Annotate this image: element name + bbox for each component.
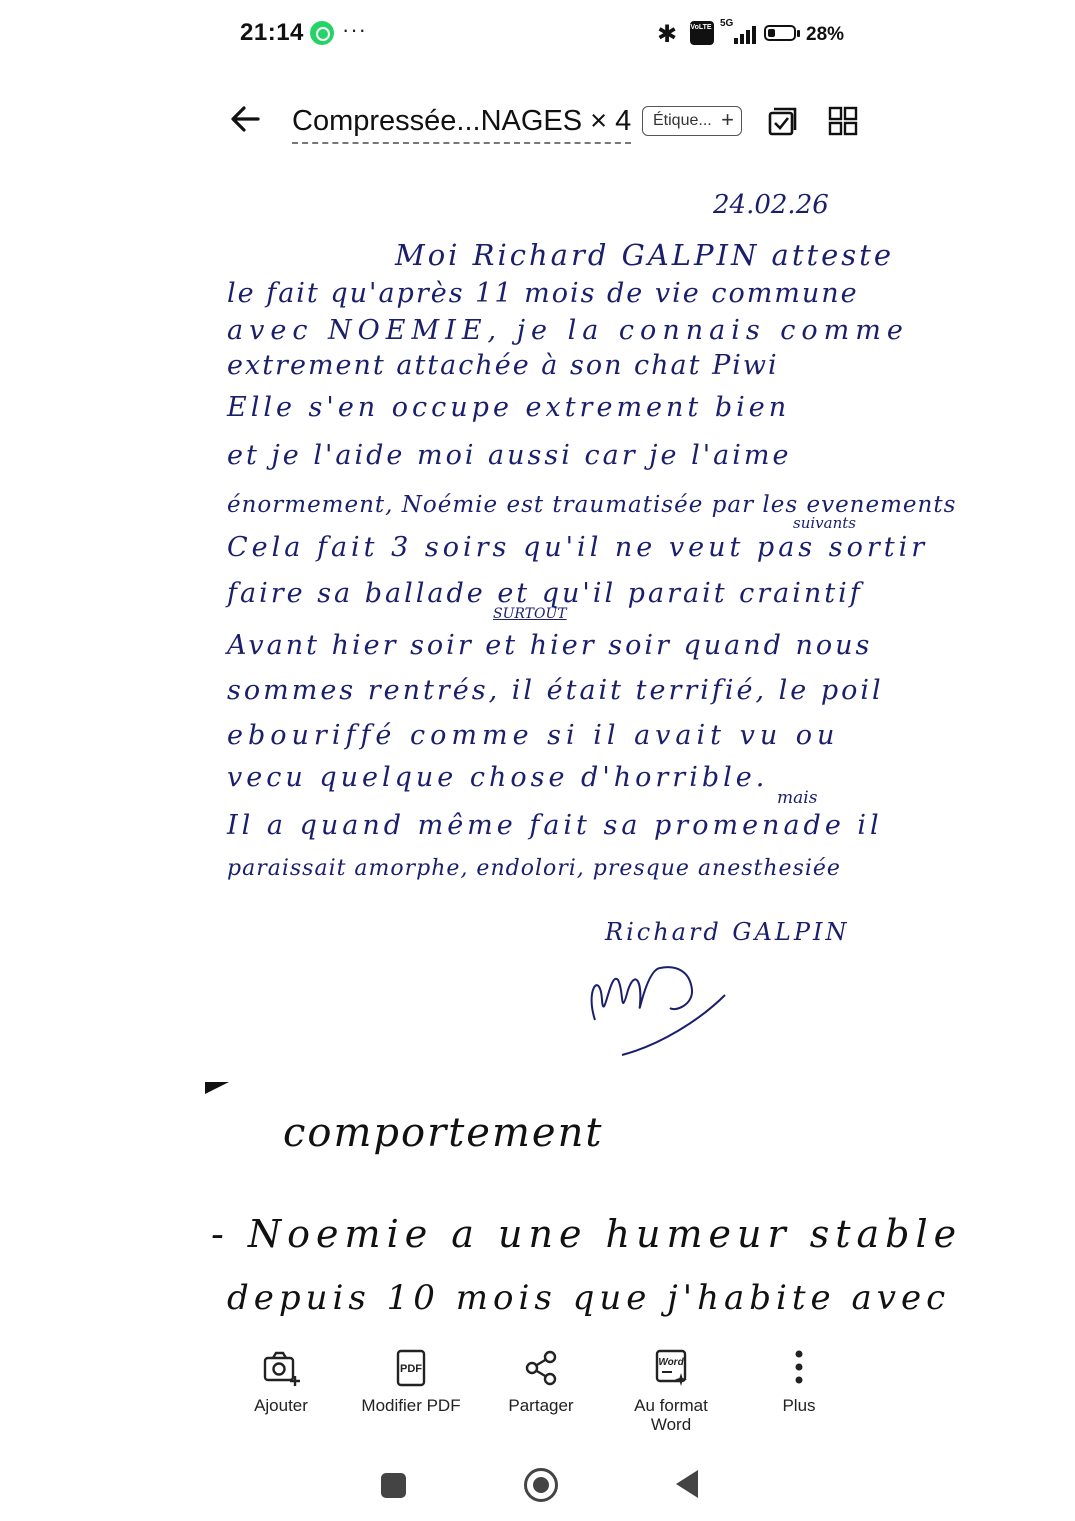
edit-pdf-label: Modifier PDF — [361, 1396, 461, 1415]
recent-apps-icon[interactable] — [381, 1473, 406, 1498]
whatsapp-icon — [310, 21, 334, 45]
bluetooth-icon: ✱ — [657, 21, 678, 48]
share-icon — [521, 1348, 561, 1388]
share-button[interactable] — [476, 1348, 606, 1415]
word-format-label — [606, 1396, 736, 1434]
word-format-button[interactable] — [606, 1348, 736, 1434]
volte-icon — [690, 21, 714, 45]
app-header — [0, 90, 1075, 160]
select-checkbox-icon[interactable] — [766, 106, 798, 138]
handwritten-line: depuis 10 mois que j'habite avec — [227, 1278, 951, 1318]
handwritten-line: - Noemie a une humeur stable — [211, 1212, 963, 1256]
battery-icon — [764, 25, 796, 41]
handwritten-line: Il a quand même fait sa promenade il — [227, 810, 883, 841]
battery-percent: 28% — [806, 24, 845, 45]
handwritten-line: le fait qu'après 11 mois de vie commune — [227, 278, 859, 309]
handwritten-line: Cela fait 3 soirs qu'il ne veut pas sortir — [227, 532, 929, 563]
bottom-toolbar — [0, 1340, 1075, 1440]
handwritten-line: ebouriffé comme si il avait vu ou — [227, 720, 840, 751]
nav-back-icon[interactable] — [676, 1470, 698, 1498]
add-photo-icon — [261, 1348, 301, 1388]
home-icon[interactable] — [524, 1468, 558, 1502]
volte-label: VoLTE — [690, 24, 712, 31]
handwritten-line: extrement attachée à son chat Piwi — [227, 350, 779, 381]
add-label: Ajouter — [254, 1396, 308, 1415]
pdf-icon — [391, 1348, 431, 1388]
page-divider — [205, 1082, 229, 1094]
document-title[interactable]: Compressée...NAGES × 4 — [292, 105, 631, 144]
grid-view-icon[interactable] — [828, 106, 858, 136]
handwritten-signature — [580, 950, 740, 1060]
more-vertical-icon — [779, 1348, 819, 1388]
document-date: 24.02.26 — [713, 190, 829, 220]
more-button[interactable] — [734, 1348, 864, 1415]
system-nav-bar — [0, 1450, 1075, 1521]
word-icon-text: Word — [658, 1357, 684, 1368]
handwritten-line: faire sa ballade et qu'il parait craintif — [227, 578, 863, 609]
handwritten-line: sommes rentrés, il était terrifié, le poil — [227, 675, 884, 706]
word-format-label-line1: Au format — [634, 1396, 708, 1415]
share-label: Partager — [508, 1396, 574, 1415]
handwritten-line: énormement, Noémie est traumatisée par les evenements — [227, 492, 957, 518]
handwritten-line: paraissait amorphe, endolori, presque anesthesiée — [227, 856, 841, 881]
status-bar — [0, 0, 1075, 70]
handwritten-line: Elle s'en occupe extrement bien — [227, 392, 791, 423]
edit-pdf-button[interactable] — [346, 1348, 476, 1415]
signature-name: Richard GALPIN — [605, 918, 850, 946]
handwritten-line: avec NOEMIE, je la connais comme — [227, 315, 909, 346]
status-time: 21:14 — [240, 19, 304, 46]
document-page-view[interactable] — [205, 170, 963, 1340]
back-arrow-icon[interactable] — [228, 102, 262, 136]
handwritten-line: et je l'aide moi aussi car je l'aime — [227, 440, 792, 471]
handwritten-insert: SURTOUT — [493, 606, 567, 622]
page2-heading: comportement — [283, 1110, 604, 1156]
tag-button[interactable] — [642, 106, 742, 136]
more-dots-icon: ··· — [342, 17, 367, 42]
handwritten-line: Moi Richard GALPIN atteste — [395, 238, 894, 272]
word-icon — [651, 1348, 691, 1388]
signal-icon — [720, 18, 756, 46]
add-button[interactable] — [216, 1348, 346, 1415]
handwritten-insert: suivants — [793, 514, 856, 532]
more-label: Plus — [782, 1396, 816, 1415]
handwritten-line: vecu quelque chose d'horrible. — [227, 762, 769, 793]
pdf-icon-text: PDF — [400, 1363, 422, 1375]
network-type: 5G — [720, 18, 734, 29]
plus-icon: + — [721, 107, 734, 132]
handwritten-line: Avant hier soir et hier soir quand nous — [227, 630, 873, 661]
word-format-label-line2: Word — [650, 1415, 692, 1434]
tag-label: Étique... — [653, 112, 712, 129]
handwritten-insert: mais — [777, 788, 818, 808]
